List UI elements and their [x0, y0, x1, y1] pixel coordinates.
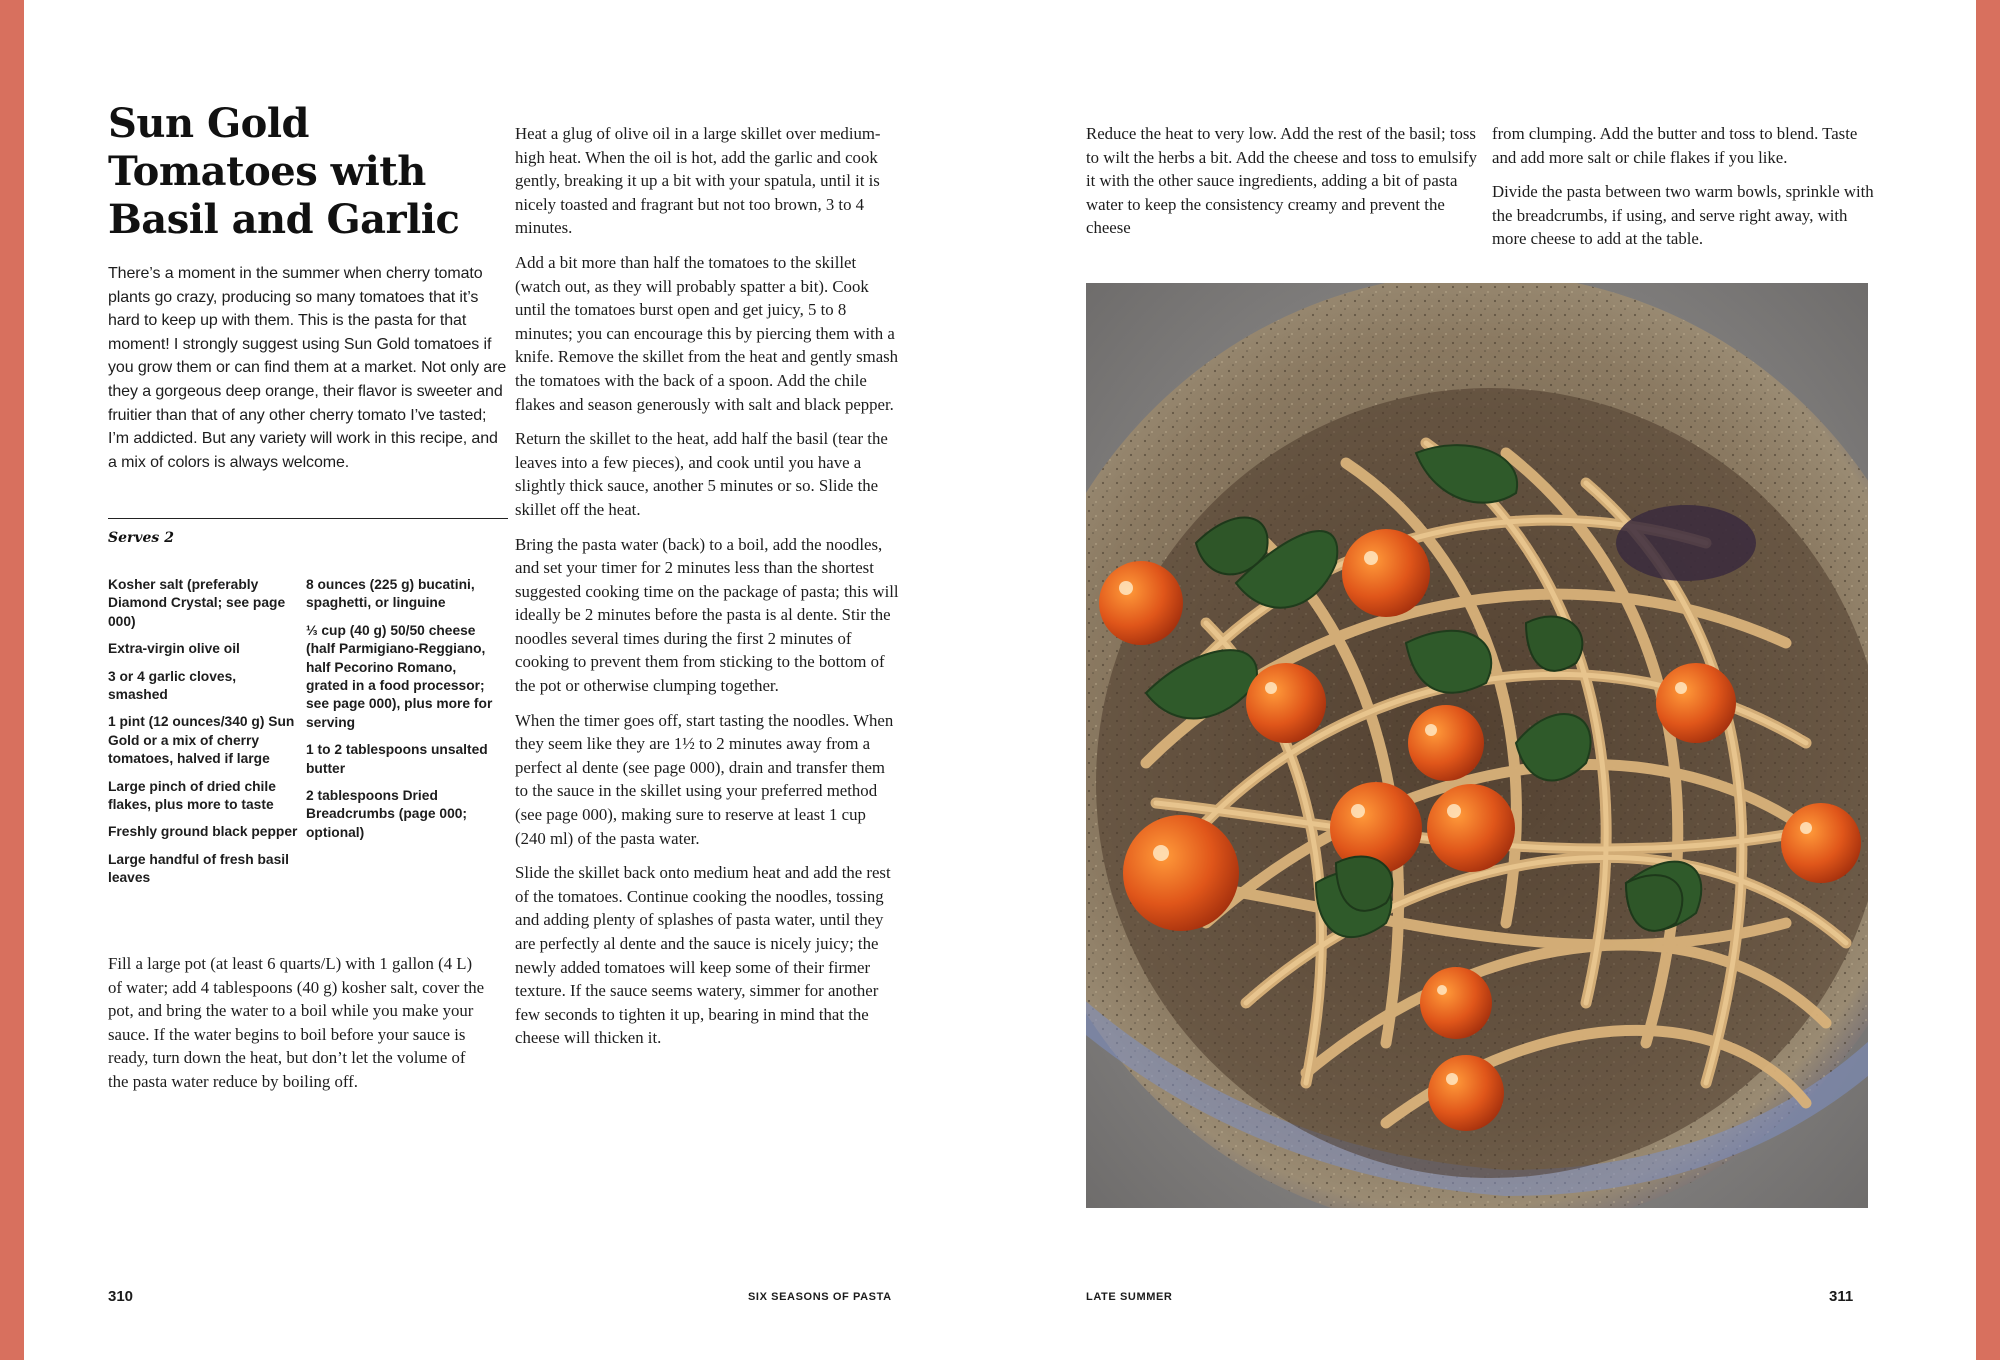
ingredients-list-2 — [306, 576, 496, 851]
method-paragraph: from clumping. Add the butter and toss to blend. Taste and add more salt or chile flakes if you like. — [1492, 124, 1858, 167]
method-paragraph: Heat a glug of olive oil in a large skillet over medium-high heat. When the oil is hot, add the garlic and cook gently, breaking it up a bit with your spatula, until it is nicely toasted and fragrant but not too brown, 3 to 4 minutes. — [515, 124, 881, 238]
method-paragraph: When the timer goes off, start tasting the noodles. When they seem like they are 1½ to 2 minutes away from a perfect al dente (see page 000), drain and transfer them to the sauce in the skillet using your preferred method (see page 000), making sure to reserve at least 1 cup (240 ml) of the pasta water. — [515, 710, 894, 848]
method-paragraph: Slide the skillet back onto medium heat and add the rest of the tomatoes. Continue cooking the noodles, tossing and adding plenty of splashes of pasta water, until they are perfectly al dente and the sauce is nicely juicy; the newly added tomatoes will keep some of their firmer texture. If the sauce seems watery, simmer for another few seconds to tighten it up, bearing in mind that the cheese will thicken it. — [515, 863, 891, 1048]
serves-label: Serves 2 — [108, 530, 174, 546]
ingredient-item: 2 tablespoons Dried Breadcrumbs (page 000; optional) — [306, 788, 468, 840]
ingredient-item: Large handful of fresh basil leaves — [108, 851, 289, 886]
ingredient-item: Extra-virgin olive oil — [108, 641, 240, 657]
ingredient-item: Freshly ground black pepper — [108, 824, 298, 840]
recipe-title: Sun Gold Tomatoes with Basil and Garlic — [108, 100, 460, 243]
method-paragraph: Bring the pasta water (back) to a boil, add the noodles, and set your timer for 2 minutes less than the shortest suggested cooking time on the package of pasta; this will ideally be 2 minutes before the pasta is al dente. Stir the noodles several times during the first 2 minutes of cooking to prevent them from sticking to the bottom of the pot or otherwise clumping together. — [515, 534, 899, 696]
method-paragraph: Add a bit more than half the tomatoes to the skillet (watch out, as they will probably spatter a bit). Cook until the tomatoes burst open and get juicy, 5 to 8 minutes; you can encourage this by piercing them with a knife. Remove the skillet from the heat and gently smash the tomatoes with the back of a spoon. Add the chile flakes and season generously with salt and black pepper. — [515, 252, 899, 414]
ingredient-item: 8 ounces (225 g) bucatini, spaghetti, or linguine — [306, 577, 475, 611]
recipe-intro: There’s a moment in the summer when cherry tomato plants go crazy, producing so many tomatoes that it’s hard to keep up with them. This is the pasta for that moment! I strongly suggest using Sun Gold tomatoes if you grow them or can find them at a market. Not only are they a gorgeous deep orange, their flavor is sweeter and fruitier than that of any other cherry tomato I’ve tasted; I’m addicted. But any variety will work in this recipe, and a mix of colors is always welcome. — [108, 265, 507, 471]
ingredient-item: 1 pint (12 ounces/340 g) Sun Gold or a mix of cherry tomatoes, halved if large — [108, 714, 295, 767]
running-head-right: LATE SUMMER — [1086, 1291, 1173, 1303]
ingredient-item: 1 to 2 tablespoons unsalted butter — [306, 742, 488, 776]
method-middle-column — [515, 122, 900, 1061]
pasta-bowl-illustration — [1086, 283, 1868, 1208]
method-paragraph: Reduce the heat to very low. Add the rest of the basil; toss to wilt the herbs a bit. Add the cheese and toss to emulsify it with the other sauce ingredients, adding a bit of pasta water to keep the consistency creamy and prevent the cheese — [1086, 124, 1478, 238]
method-paragraph: Divide the pasta between two warm bowls, sprinkle with the breadcrumbs, if using, and serve right away, with more cheese to add at the table. — [1492, 182, 1874, 249]
page-number-left: 310 — [108, 1288, 134, 1305]
divider-rule — [108, 518, 508, 519]
page-number-right: 311 — [1829, 1288, 1854, 1305]
method-right-column-2 — [1492, 122, 1884, 262]
ingredient-item: Large pinch of dried chile flakes, plus more to taste — [108, 778, 276, 813]
method-left-column — [108, 952, 490, 1105]
ingredient-item: 3 or 4 garlic cloves, smashed — [108, 668, 237, 703]
right-page — [1000, 0, 1976, 1360]
method-paragraph: Return the skillet to the heat, add half the basil (tear the leaves into a few pieces), and cook until you have a slightly thick sauce, another 5 minutes or so. Slide the skillet off the heat. — [515, 429, 888, 519]
left-page — [24, 0, 1000, 1360]
method-paragraph: Fill a large pot (at least 6 quarts/L) with 1 gallon (4 L) of water; add 4 tablespoons (40 g) kosher salt, cover the pot, and bring the water to a boil while you make your sauce. If the water begins to boil before your sauce is ready, turn down the heat, but don’t let the volume of the pasta water reduce by boiling off. — [108, 954, 485, 1091]
ingredient-item: ⅓ cup (40 g) 50/50 cheese (half Parmigiano-Reggiano, half Pecorino Romano, grated in a food processor; see page 000), plus more for serving — [306, 622, 493, 730]
running-head-left: SIX SEASONS OF PASTA — [748, 1291, 892, 1303]
pasta-bowl-photo — [1086, 283, 1868, 1208]
ingredient-item: Kosher salt (preferably Diamond Crystal; see page 000) — [108, 577, 286, 629]
method-right-column-1 — [1086, 122, 1478, 251]
ingredients-list-1 — [108, 576, 298, 897]
